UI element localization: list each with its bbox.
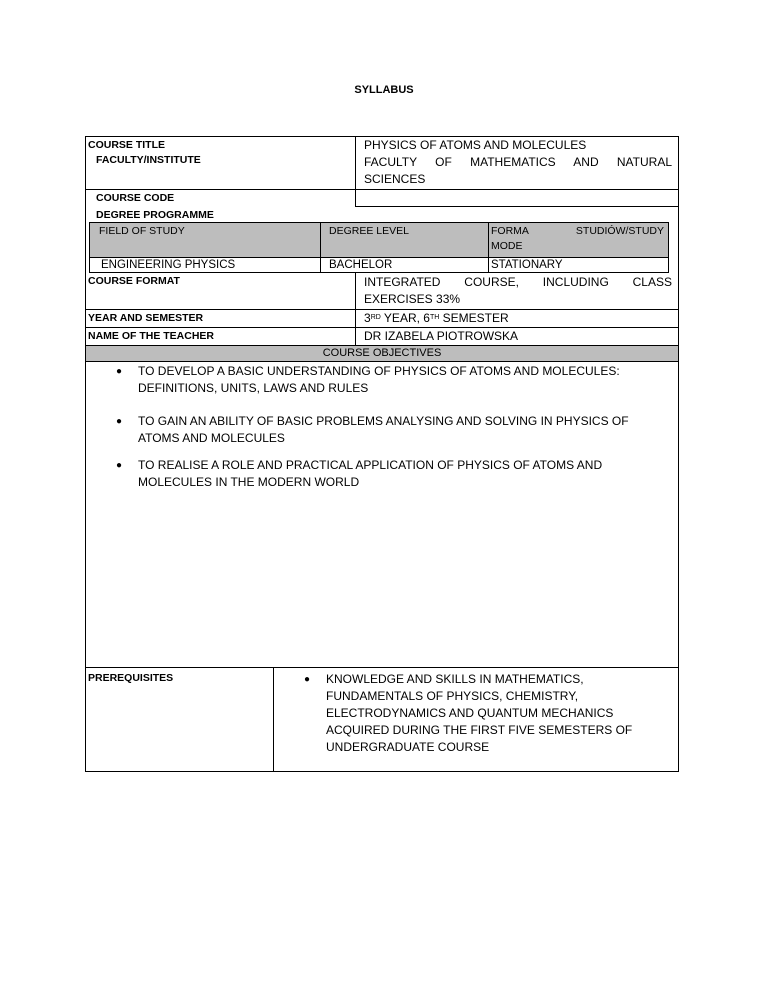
prerequisite-line: KNOWLEDGE AND SKILLS IN MATHEMATICS, (326, 672, 584, 686)
sub-table-col2 (488, 222, 489, 273)
study-mode-value: STATIONARY (491, 259, 563, 271)
study-mode-header-line1: FORMA STUDIÓW/STUDY (491, 225, 664, 237)
objective-3-line2: MOLECULES IN THE MODERN WORLD (138, 475, 360, 489)
faculty-label: FACULTY/INSTITUTE (96, 154, 201, 166)
prerequisite-line: ELECTRODYNAMICS AND QUANTUM MECHANICS (326, 706, 614, 720)
semester-word: SEMESTER (439, 311, 509, 325)
document-title: SYLLABUS (354, 84, 414, 96)
year-semester-label: YEAR AND SEMESTER (88, 312, 204, 324)
prerequisites-label: PREREQUISITES (88, 672, 174, 684)
row-separator (85, 667, 679, 668)
sub-table-top (89, 222, 669, 223)
table-border-left (85, 136, 86, 772)
objective-2-line2: ATOMS AND MOLECULES (138, 431, 285, 445)
teacher-label: NAME OF THE TEACHER (88, 330, 214, 342)
table-border-right (678, 136, 679, 772)
objective-3-line1: TO REALISE A ROLE AND PRACTICAL APPLICATION OF PHYSICS OF ATOMS AND (138, 458, 603, 472)
prerequisite-line: FUNDAMENTALS OF PHYSICS, CHEMISTRY, (326, 689, 579, 703)
course-format-label: COURSE FORMAT (88, 275, 180, 287)
course-code-label: COURSE CODE (96, 192, 175, 204)
degree-level-header: DEGREE LEVEL (329, 225, 409, 237)
prerequisite-line: UNDERGRADUATE COURSE (326, 740, 490, 754)
year-suffix: RD (370, 314, 381, 321)
row-separator (355, 206, 679, 207)
prerequisite-line: ACQUIRED DURING THE FIRST FIVE SEMESTERS OF (326, 723, 633, 737)
bullet-icon: ● (116, 366, 123, 377)
bullet-icon: ● (116, 416, 123, 427)
faculty-value-line1: FACULTY OF MATHEMATICS AND NATURAL (364, 155, 672, 169)
sub-table-left (89, 222, 90, 273)
bullet-icon: ● (116, 460, 123, 471)
row-separator (85, 345, 679, 346)
year-semester-value (364, 310, 509, 327)
objective-1-line2: DEFINITIONS, UNITS, LAWS AND RULES (138, 381, 369, 395)
field-of-study-header: FIELD OF STUDY (99, 225, 185, 237)
degree-level-value: BACHELOR (329, 259, 393, 271)
study-mode-header-line2: MODE (491, 240, 523, 252)
field-of-study-value: ENGINEERING PHYSICS (101, 259, 236, 271)
sub-table-right (668, 222, 669, 273)
course-format-value-line1: INTEGRATED COURSE, INCLUDING CLASS (364, 275, 672, 289)
course-format-value-line2: EXERCISES 33% (364, 292, 461, 306)
teacher-value: DR IZABELA PIOTROWSKA (364, 329, 519, 343)
row-separator (85, 361, 679, 362)
course-title-label: COURSE TITLE (88, 139, 166, 151)
course-title-value: PHYSICS OF ATOMS AND MOLECULES (364, 138, 587, 152)
objective-2-line1: TO GAIN AN ABILITY OF BASIC PROBLEMS ANALYSING AND SOLVING IN PHYSICS OF (138, 414, 629, 428)
objective-1-line1: TO DEVELOP A BASIC UNDERSTANDING OF PHYSICS OF ATOMS AND MOLECULES: (138, 364, 620, 378)
semester-suffix: TH (429, 314, 440, 321)
table-border-bottom (85, 771, 679, 772)
prerequisites-divider (273, 667, 274, 772)
degree-programme-label: DEGREE PROGRAMME (96, 209, 214, 221)
row-separator (85, 189, 679, 190)
faculty-value-line2: SCIENCES (364, 172, 426, 186)
bullet-icon: ● (304, 674, 311, 685)
table-divider-vertical (355, 136, 356, 207)
objectives-header: COURSE OBJECTIVES (322, 347, 442, 359)
year-word: YEAR, (380, 311, 424, 325)
semester-number: 6 (423, 311, 430, 325)
year-number: 3 (364, 311, 371, 325)
sub-table-col1 (320, 222, 321, 273)
